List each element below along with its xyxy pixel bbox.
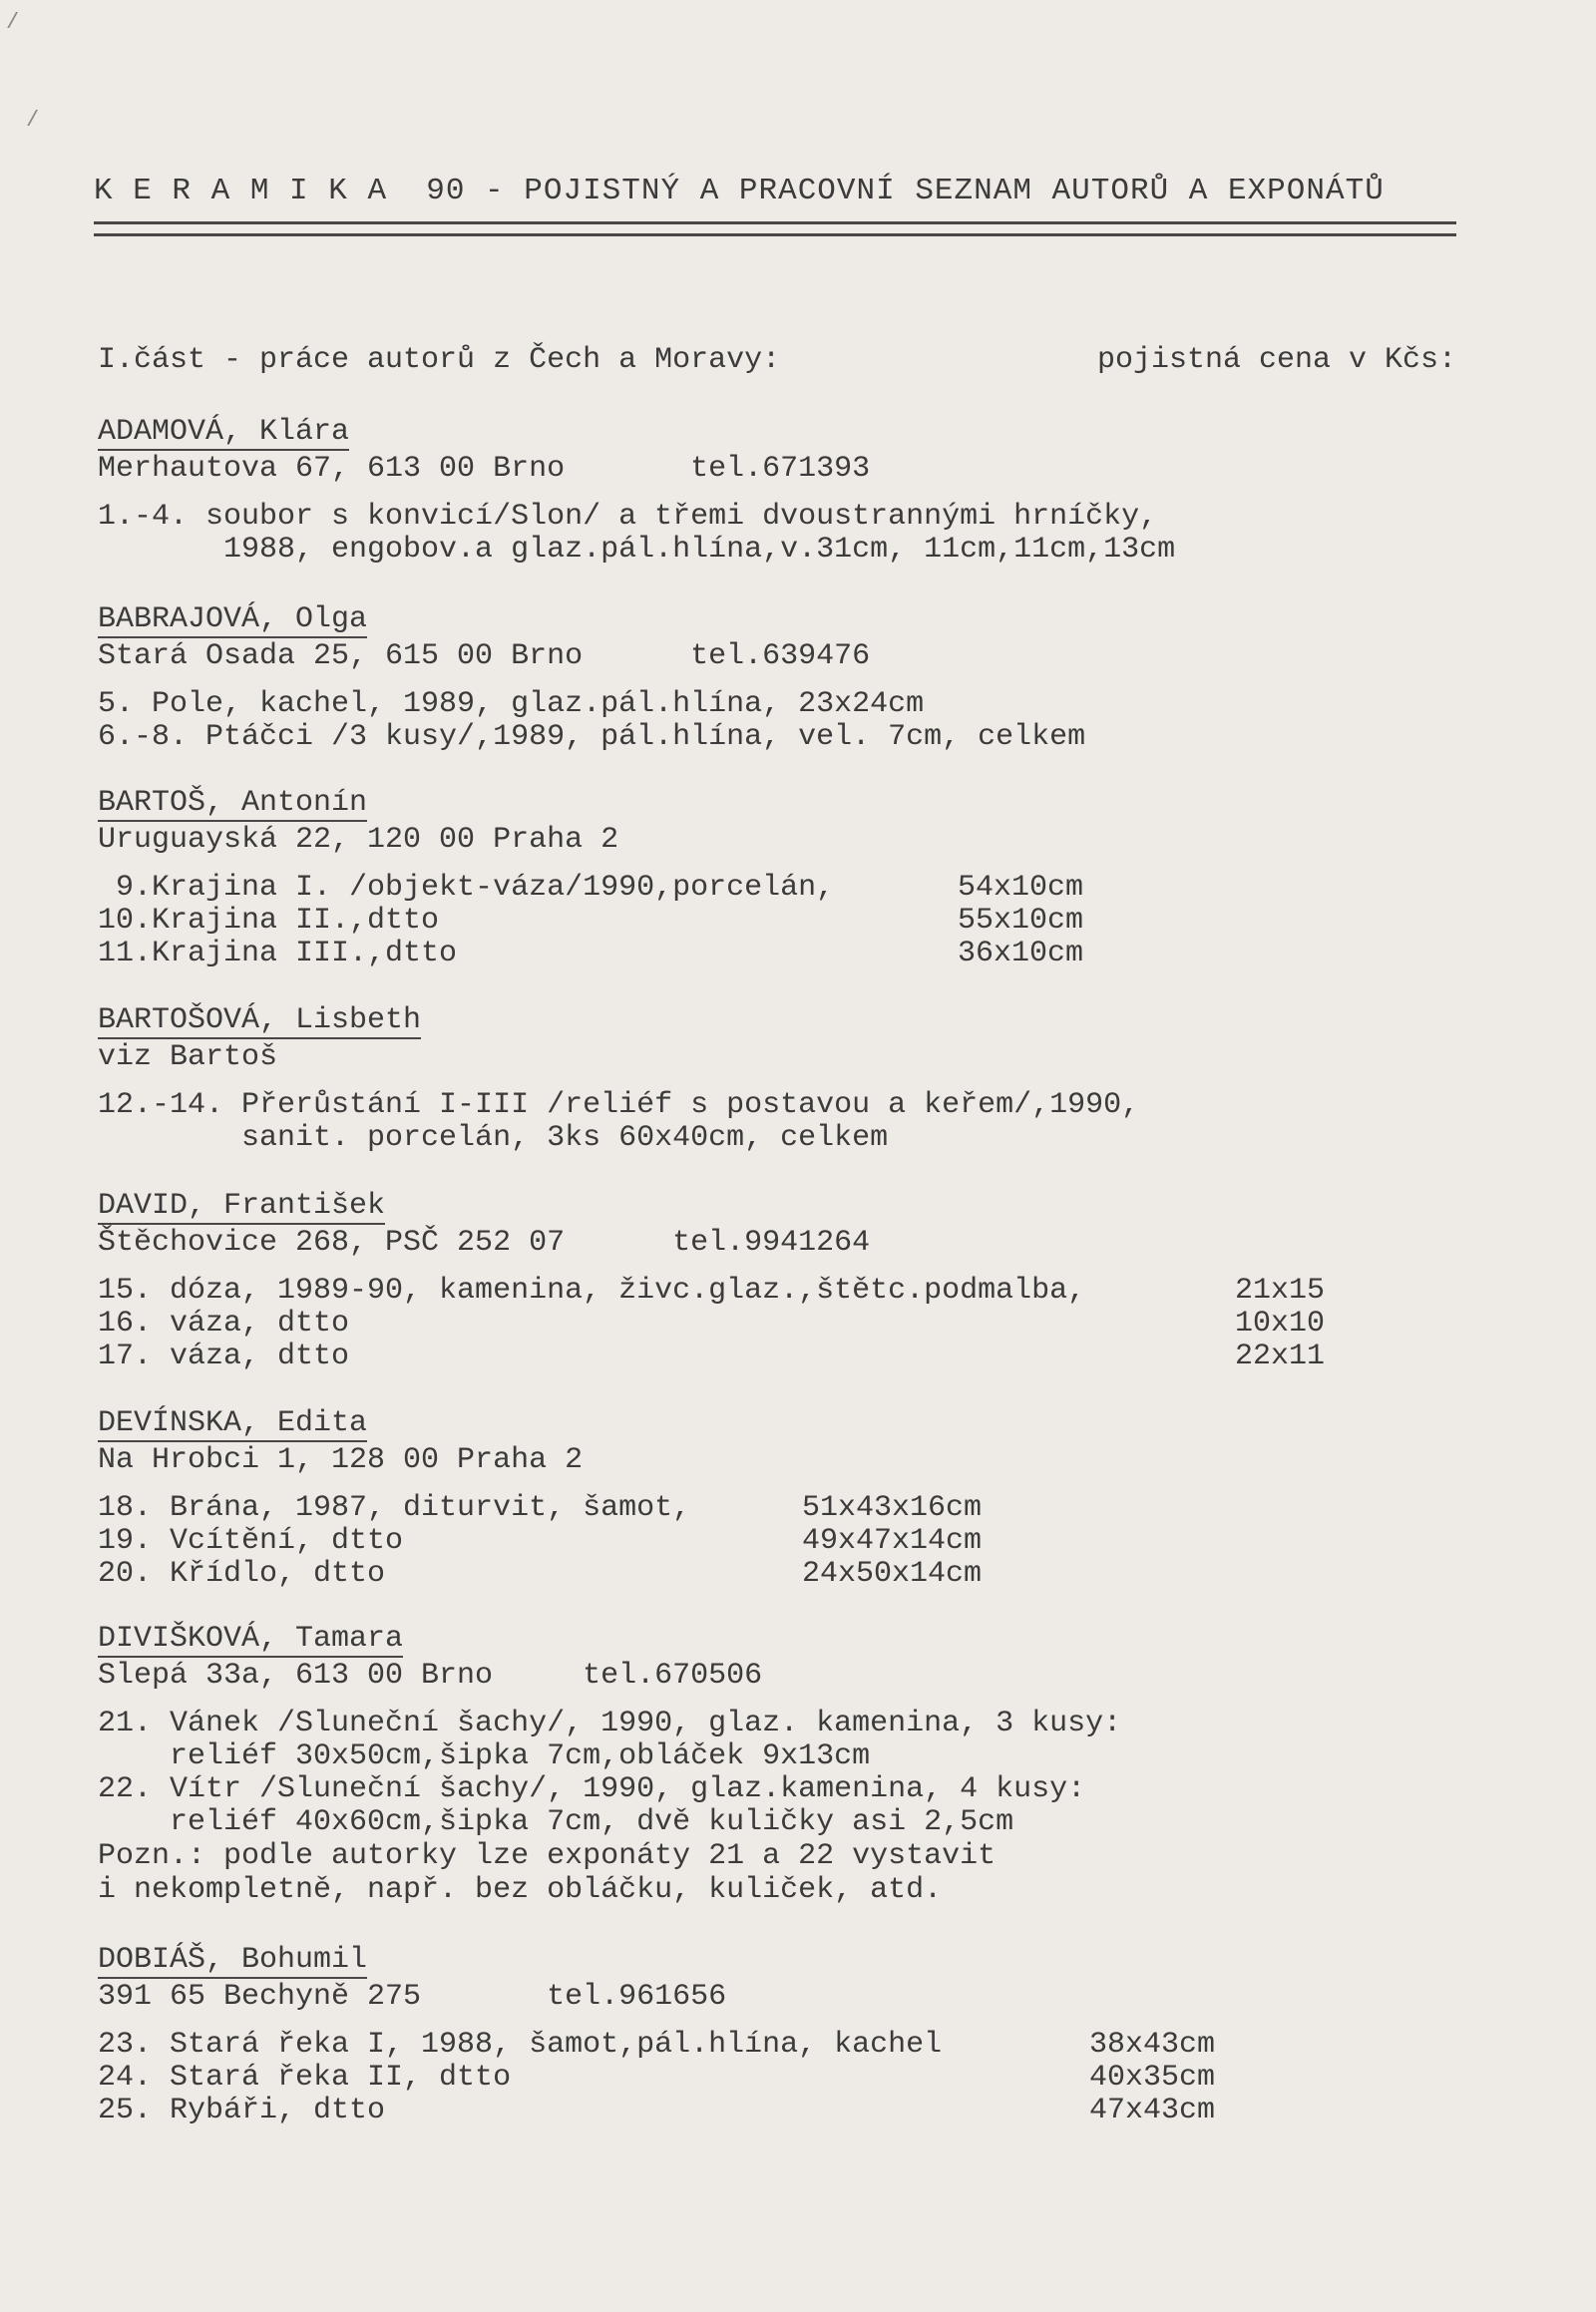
exhibit-dimensions: 55x10cm xyxy=(958,904,1084,938)
exhibit-line: 19. Vcítění, dtto 49x47x14cm xyxy=(98,1524,983,1558)
author-name: BABRAJOVÁ, Olga xyxy=(98,602,368,636)
exhibit-dimensions: 21x15 xyxy=(1235,1274,1326,1308)
exhibit-line: 12.-14. Přerůstání I-III /reliéf s postavou a keřem/,1990, xyxy=(98,1088,1140,1122)
author-name: DEVÍNSKA, Edita xyxy=(98,1406,368,1440)
exhibit-list xyxy=(98,688,1395,754)
author-note-line: Pozn.: podle autorky lze exponáty 21 a 22 vystavit xyxy=(98,1839,997,1873)
author-address: viz Bartoš xyxy=(98,1040,278,1074)
document-title: K E R A M I K A 90 - POJISTNÝ A PRACOVNÍ SEZNAM AUTORŮ A EXPONÁTŮ xyxy=(94,174,1385,208)
exhibit-line: 18. Brána, 1987, diturvit, šamot, 51x43x16cm xyxy=(98,1491,983,1525)
exhibit-dimensions: 40x35cm xyxy=(1089,2061,1216,2095)
exhibit-line: 9.Krajina I. /objekt-váza/1990,porcelán, 54x10cm xyxy=(98,871,1084,905)
exhibit-dimensions: 38x43cm xyxy=(1089,2028,1216,2062)
price-label: pojistná cena v Kčs: xyxy=(1096,343,1456,377)
exhibit-dimensions: 47x43cm xyxy=(1089,2094,1216,2127)
exhibit-line: 15. dóza, 1989-90, kamenina, živc.glaz.,štětc.podmalba, 21x15 xyxy=(98,1274,1326,1308)
exhibit-line: 22. Vítr /Sluneční šachy/, 1990, glaz.kamenina, 4 kusy: xyxy=(98,1772,1086,1806)
author-name: ADAMOVÁ, Klára xyxy=(98,415,350,449)
exhibit-line: reliéf 30x50cm,šipka 7cm,obláček 9x13cm xyxy=(98,1739,871,1773)
author-name: BARTOŠ, Antonín xyxy=(98,786,368,820)
author-name: BARTOŠOVÁ, Lisbeth xyxy=(98,1003,422,1037)
exhibit-line: 25. Rybáři, dtto 47x43cm xyxy=(98,2094,1216,2127)
exhibit-line: sanit. porcelán, 3ks 60x40cm, celkem xyxy=(98,1121,889,1155)
exhibit-line: 16. váza, dtto 10x10 xyxy=(98,1307,1326,1341)
author-name: DIVIŠKOVÁ, Tamara xyxy=(98,1622,404,1656)
author-entry xyxy=(98,1189,1395,1373)
author-address: Štěchovice 268, PSČ 252 07 tel.9941264 xyxy=(98,1226,871,1260)
author-note-line: i nekompletně, např. bez obláčku, kuliček, atd. xyxy=(98,1873,943,1907)
author-address: Uruguayská 22, 120 00 Praha 2 xyxy=(98,823,619,857)
author-address: Na Hrobci 1, 128 00 Praha 2 xyxy=(98,1443,584,1477)
exhibit-line: 1.-4. soubor s konvicí/Slon/ a třemi dvoustrannými hrníčky, xyxy=(98,500,1158,534)
exhibit-list xyxy=(98,2029,1395,2127)
paper-edge-mark: / xyxy=(26,108,40,133)
author-address: Merhautova 67, 613 00 Brno tel.671393 xyxy=(98,452,871,486)
exhibit-line: 11.Krajina III.,dtto 36x10cm xyxy=(98,937,1084,970)
exhibit-dimensions: 24x50x14cm xyxy=(802,1557,983,1591)
author-entry xyxy=(98,1406,1395,1591)
exhibit-list xyxy=(98,1492,1395,1591)
exhibit-dimensions: 51x43x16cm xyxy=(802,1491,983,1525)
exhibit-dimensions: 22x11 xyxy=(1235,1340,1326,1373)
exhibit-dimensions: 54x10cm xyxy=(958,871,1084,905)
exhibit-line: 10.Krajina II.,dtto 55x10cm xyxy=(98,904,1084,938)
part-label: I.část - práce autorů z Čech a Moravy: xyxy=(98,343,781,377)
exhibit-dimensions: 49x47x14cm xyxy=(802,1524,983,1558)
author-entry xyxy=(98,602,1395,754)
exhibit-dimensions: 36x10cm xyxy=(958,937,1084,970)
author-address: 391 65 Bechyně 275 tel.961656 xyxy=(98,1980,727,2014)
exhibit-line: 1988, engobov.a glaz.pál.hlína,v.31cm, 11cm,11cm,13cm xyxy=(98,533,1176,567)
author-address: Slepá 33a, 613 00 Brno tel.670506 xyxy=(98,1659,763,1693)
exhibit-line: 23. Stará řeka I, 1988, šamot,pál.hlína, kachel 38x43cm xyxy=(98,2028,1216,2062)
part-heading xyxy=(98,343,1456,377)
exhibit-line: 21. Vánek /Sluneční šachy/, 1990, glaz. kamenina, 3 kusy: xyxy=(98,1707,1122,1740)
author-entry xyxy=(98,415,1395,567)
author-name: DOBIÁŠ, Bohumil xyxy=(98,1943,368,1977)
paper-edge-mark: / xyxy=(6,10,20,35)
exhibit-line: 20. Křídlo, dtto 24x50x14cm xyxy=(98,1557,983,1591)
exhibit-dimensions: 10x10 xyxy=(1235,1307,1326,1341)
exhibit-line: reliéf 40x60cm,šipka 7cm, dvě kuličky asi 2,5cm xyxy=(98,1805,1014,1839)
author-entry xyxy=(98,786,1395,970)
author-address: Stará Osada 25, 615 00 Brno tel.639476 xyxy=(98,639,871,673)
exhibit-line: 5. Pole, kachel, 1989, glaz.pál.hlína, 23x24cm xyxy=(98,687,925,721)
exhibit-line: 6.-8. Ptáčci /3 kusy/,1989, pál.hlína, vel. 7cm, celkem xyxy=(98,720,1086,754)
author-entry xyxy=(98,1943,1395,2127)
exhibit-line: 17. váza, dtto 22x11 xyxy=(98,1340,1326,1373)
author-entry xyxy=(98,1622,1395,1907)
exhibit-list xyxy=(98,1275,1395,1373)
title-rule-bottom xyxy=(94,233,1456,236)
author-name: DAVID, František xyxy=(98,1189,386,1223)
exhibit-list xyxy=(98,1089,1395,1155)
exhibit-line: 24. Stará řeka II, dtto 40x35cm xyxy=(98,2061,1216,2095)
exhibit-list xyxy=(98,1708,1395,1839)
exhibit-list xyxy=(98,872,1395,970)
title-rule-top xyxy=(94,221,1456,224)
author-entry xyxy=(98,1003,1395,1155)
exhibit-list xyxy=(98,501,1395,567)
